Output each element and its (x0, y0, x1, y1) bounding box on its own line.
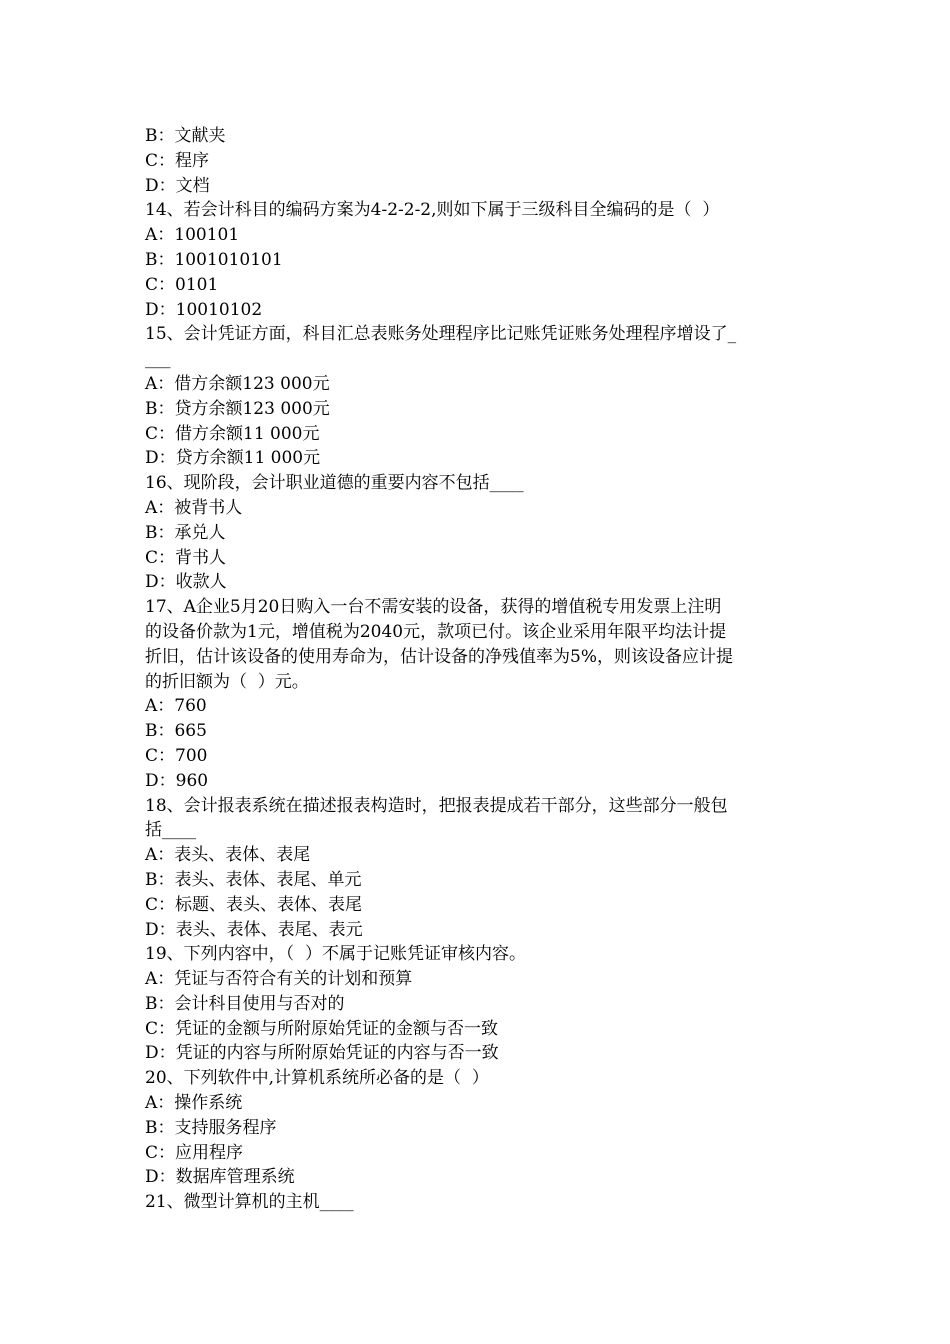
text-line: A：100101 (145, 225, 240, 246)
text-line: A：760 (145, 696, 207, 717)
document-body (145, 124, 810, 1215)
text-line: C：程序 (145, 150, 210, 171)
text-line: B：1001010101 (145, 249, 283, 270)
text-line: A：操作系统 (145, 1093, 243, 1114)
text-line: A：借方余额123 000元 (145, 373, 330, 394)
text-line: 21、微型计算机的主机____ (145, 1192, 354, 1213)
text-line: C：凭证的金额与所附原始凭证的金额与否一致 (145, 1018, 499, 1039)
text-line: 的设备价款为1元，增值税为2040元，款项已付。该企业采用年限平均法计提 (145, 621, 727, 642)
text-line: A：被背书人 (145, 497, 243, 518)
text-line: D：凭证的内容与所附原始凭证的内容与否一致 (145, 1043, 499, 1064)
text-line: 16、现阶段，会计职业道德的重要内容不包括____ (145, 473, 524, 494)
text-line: B：665 (145, 721, 207, 742)
text-line: C：700 (145, 745, 208, 766)
text-line: C：背书人 (145, 547, 227, 568)
text-line: 14、若会计科目的编码方案为4-2-2-2,则如下属于三级科目全编码的是（ ） (145, 200, 720, 221)
text-line: B：会计科目使用与否对的 (145, 993, 345, 1014)
text-line: 18、会计报表系统在描述报表构造时，把报表提成若干部分，这些部分一般包 (145, 795, 728, 816)
text-line: 的折旧额为（ ）元。 (145, 671, 309, 692)
text-line: D：贷方余额11 000元 (145, 448, 321, 469)
text-line: B：支持服务程序 (145, 1117, 277, 1138)
text-line: B：文献夹 (145, 126, 226, 146)
text-line: ___ (145, 349, 171, 370)
text-line: D：10010102 (145, 299, 263, 320)
text-line: A：凭证与否符合有关的计划和预算 (145, 969, 413, 990)
text-line: C：0101 (145, 274, 219, 295)
text-line: B：贷方余额123 000元 (145, 398, 330, 419)
text-line: D：数据库管理系统 (145, 1167, 295, 1188)
text-line: D：收款人 (145, 572, 227, 593)
text-line: 折旧，估计该设备的使用寿命为，估计设备的净残值率为5%，则该设备应计提 (145, 646, 733, 667)
text-line: D：表头、表体、表尾、表元 (145, 919, 363, 940)
text-line: D：文档 (145, 175, 210, 196)
text-line: B：表头、表体、表尾、单元 (145, 869, 362, 890)
text-line: D：960 (145, 770, 209, 791)
text-line: 15、会计凭证方面，科目汇总表账务处理程序比记账凭证账务处理程序增设了_ (145, 324, 737, 345)
text-line: C：标题、表头、表体、表尾 (145, 894, 363, 915)
text-line: 17、A企业5月20日购入一台不需安装的设备，获得的增值税专用发票上注明 (145, 597, 722, 618)
text-line: B：承兑人 (145, 522, 226, 543)
text-line: A：表头、表体、表尾 (145, 845, 311, 866)
text-line: C：应用程序 (145, 1142, 244, 1163)
text-line: 19、下列内容中，（ ）不属于记账凭证审核内容。 (145, 944, 526, 965)
text-line: 20、下列软件中,计算机系统所必备的是（ ） (145, 1068, 489, 1089)
text-line: 括____ (145, 820, 196, 841)
text-line: C：借方余额11 000元 (145, 423, 320, 444)
